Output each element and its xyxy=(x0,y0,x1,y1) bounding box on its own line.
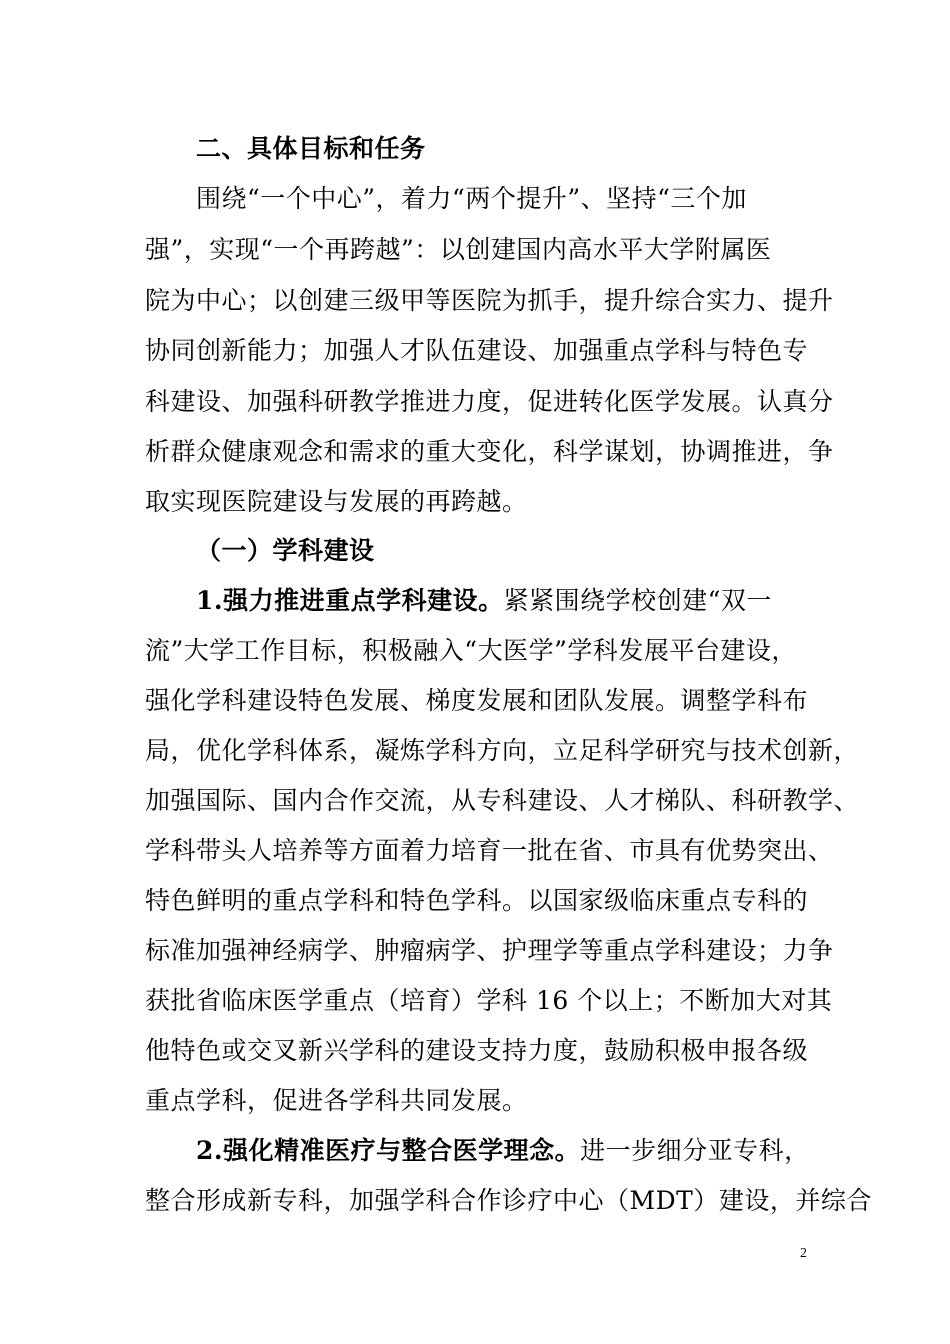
paragraph-line: 强化学科建设特色发展、梯度发展和团队发展。调整学科布 xyxy=(145,686,809,715)
item2-title: 2.强化精准医疗与整合医学理念。 xyxy=(196,1136,581,1165)
paragraph-line: 标准加强神经病学、肿瘤病学、护理学等重点学科建设；力争 xyxy=(145,936,834,965)
paragraph-line: 重点学科，促进各学科共同发展。 xyxy=(145,1086,528,1115)
paragraph-line: 协同创新能力；加强人才队伍建设、加强重点学科与特色专 xyxy=(145,336,809,365)
paragraph-line: 析群众健康观念和需求的重大变化，科学谋划，协调推进，争 xyxy=(145,437,834,466)
paragraph-line: 流”大学工作目标，积极融入“大医学”学科发展平台建设， xyxy=(145,636,797,665)
paragraph-line: 围绕“一个中心”，着力“两个提升”、坚持“三个加 xyxy=(196,184,747,213)
item1-first-line xyxy=(196,584,772,618)
paragraph-line: 科建设、加强科研教学推进力度，促进转化医学发展。认真分 xyxy=(145,387,834,416)
paragraph-line: 局，优化学科体系，凝炼学科方向，立足科学研究与技术创新， xyxy=(145,736,860,765)
sub-heading: （一）学科建设 xyxy=(196,536,375,565)
paragraph-line: 强”，实现“一个再跨越”：以创建国内高水平大学附属医 xyxy=(145,235,772,264)
item2-first-line xyxy=(196,1134,810,1168)
paragraph-line: 取实现医院建设与发展的再跨越。 xyxy=(145,487,528,516)
paragraph-line: 加强国际、国内合作交流，从专科建设、人才梯队、科研教学、 xyxy=(145,786,860,815)
paragraph-line: 学科带头人培养等方面着力培育一批在省、市具有优势突出、 xyxy=(145,836,834,865)
paragraph-line: 整合形成新专科，加强学科合作诊疗中心（MDT）建设，并综合 xyxy=(145,1186,872,1215)
page-number: 2 xyxy=(800,1246,807,1261)
paragraph-line: 他特色或交叉新兴学科的建设支持力度，鼓励积极申报各级 xyxy=(145,1036,809,1065)
section-heading: 二、具体目标和任务 xyxy=(196,134,426,163)
item2-first-line-text: 进一步细分亚专科， xyxy=(580,1136,810,1165)
paragraph-line: 特色鲜明的重点学科和特色学科。以国家级临床重点专科的 xyxy=(145,886,809,915)
item1-first-line-text: 紧紧围绕学校创建“双一 xyxy=(503,586,772,615)
paragraph-line: 院为中心；以创建三级甲等医院为抓手，提升综合实力、提升 xyxy=(145,286,834,315)
item1-title: 1.强力推进重点学科建设。 xyxy=(196,586,504,615)
paragraph-line: 获批省临床医学重点（培育）学科 16 个以上；不断加大对其 xyxy=(145,986,833,1015)
